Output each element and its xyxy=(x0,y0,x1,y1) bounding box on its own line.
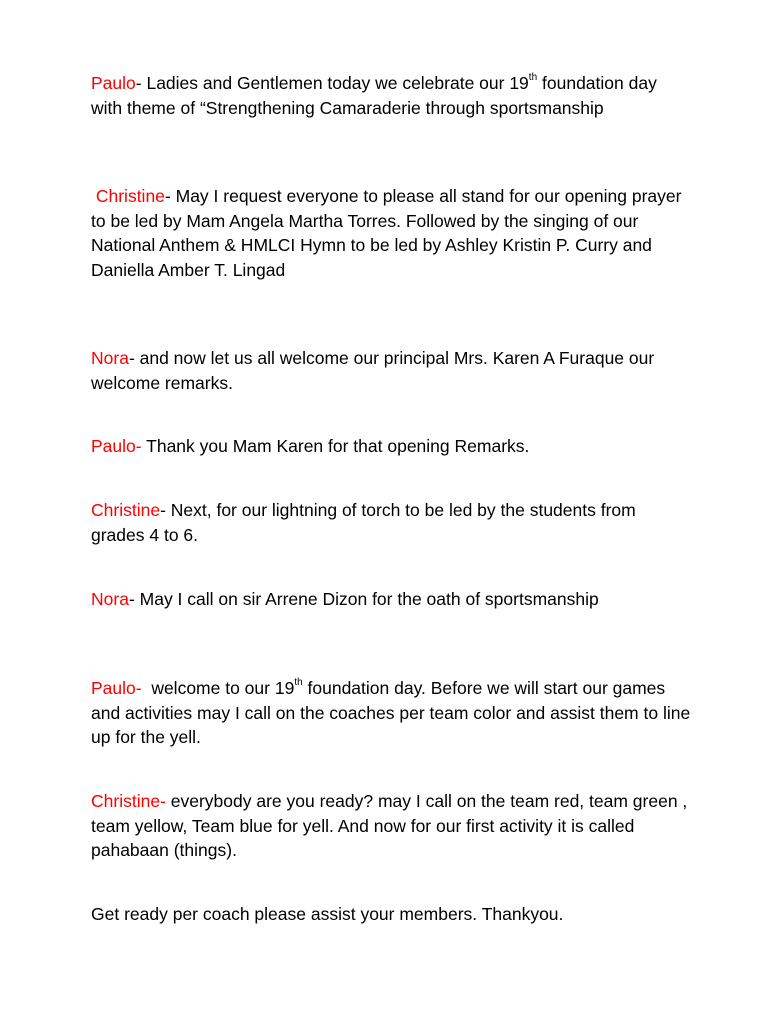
paragraph-text: Thank you Mam Karen for that opening Remarks. xyxy=(146,436,530,456)
script-paragraph-9 xyxy=(91,902,691,927)
paragraph-text: - Ladies and Gentlemen today we celebrate our 19 xyxy=(135,73,529,93)
script-paragraph-8 xyxy=(91,789,691,863)
speaker-name: Christine xyxy=(91,500,161,520)
script-paragraph-3 xyxy=(91,346,691,395)
paragraph-text: - May I request everyone to please all stand for our opening prayer to be led by Mam Angela Martha Torres. Followed by the singing of our National Anthem & HMLCI Hymn to be led by Ashley Kristin P. Curry and Daniella Amber T. Lingad xyxy=(91,186,682,280)
speaker-name: Paulo- xyxy=(91,436,147,456)
speaker-name: Christine- xyxy=(91,791,171,811)
script-paragraph-4 xyxy=(91,434,691,459)
script-paragraph-6 xyxy=(91,587,691,612)
paragraph-text: Get ready per coach please assist your members. Thankyou. xyxy=(91,904,564,924)
script-paragraph-1 xyxy=(91,71,691,120)
speaker-name: Paulo xyxy=(91,73,136,93)
speaker-name: Nora xyxy=(91,348,129,368)
paragraph-text: - May I call on sir Arrene Dizon for the oath of sportsmanship xyxy=(128,589,599,609)
ordinal-suffix: th xyxy=(528,72,538,84)
speaker-name: Paulo- xyxy=(91,678,147,698)
paragraph-text: welcome to our 19 xyxy=(146,678,295,698)
ordinal-suffix: th xyxy=(294,677,303,689)
speaker-name: Nora xyxy=(91,589,129,609)
script-paragraph-7 xyxy=(91,676,691,750)
paragraph-text: everybody are you ready? may I call on the team red, team green , team yellow, Team blue for yell. And now for our first activity it is called pahabaan (things). xyxy=(91,791,688,860)
script-paragraph-5 xyxy=(91,498,691,547)
paragraph-text: foundation day. Before we will start our games and activities may I call on the coaches per team color and assist them to line up for the yell. xyxy=(91,678,691,747)
paragraph-text: foundation day with theme of “Strengthening Camaraderie through sportsmanship xyxy=(91,73,657,118)
script-paragraph-2 xyxy=(91,184,691,282)
paragraph-text: - and now let us all welcome our principal Mrs. Karen A Furaque our welcome remarks. xyxy=(91,348,655,393)
paragraph-text: - Next, for our lightning of torch to be led by the students from grades 4 to 6. xyxy=(91,500,636,545)
speaker-name: Christine xyxy=(91,186,165,206)
